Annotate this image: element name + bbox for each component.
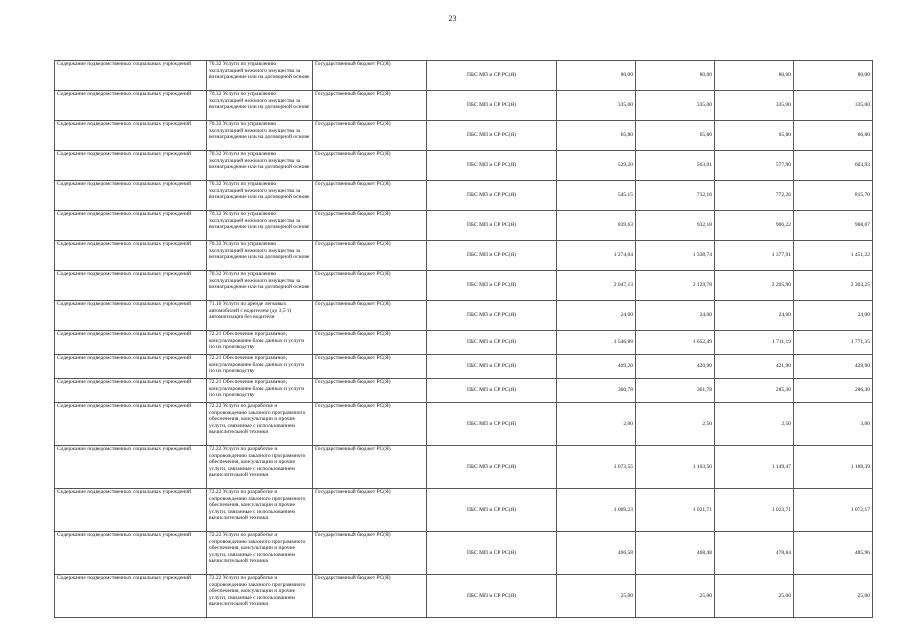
value-year-1-cell: 839,63 xyxy=(557,211,636,241)
value-year-4-cell: 24,00 xyxy=(794,301,873,331)
service-code-cell: 70.32 Услуги по управлению эксплуатацией нежилого имущества за вознаграждение или на договорной основе xyxy=(207,121,313,151)
budget-source-cell: Государственный бюджет РС(Я) xyxy=(313,446,427,489)
service-code-cell: 70.32 Услуги по управлению эксплуатацией нежилого имущества за вознаграждение или на договорной основе xyxy=(207,181,313,211)
value-year-3-cell: 335,00 xyxy=(715,91,794,121)
recipient-cell: ПБС МП и СР РС(Я) xyxy=(427,379,557,403)
recipient-cell: ПБС МП и СР РС(Я) xyxy=(427,489,557,532)
value-year-4-cell: 80,00 xyxy=(794,61,873,91)
recipient-cell: ПБС МП и СР РС(Я) xyxy=(427,301,557,331)
table-row xyxy=(55,241,873,271)
value-year-2-cell: 335,00 xyxy=(636,91,715,121)
institution-cell: Содержание подведомственных социальных учреждений xyxy=(55,151,207,181)
value-year-1-cell: 1 073,55 xyxy=(557,446,636,489)
table-row xyxy=(55,91,873,121)
value-year-1-cell: 529,20 xyxy=(557,151,636,181)
value-year-3-cell: 1 377,91 xyxy=(715,241,794,271)
recipient-cell: ПБС МП и СР РС(Я) xyxy=(427,446,557,489)
table-row xyxy=(55,575,873,618)
value-year-1-cell: 65,80 xyxy=(557,121,636,151)
value-year-4-cell: 2 303,25 xyxy=(794,271,873,301)
service-code-cell: 70.32 Услуги по управлению эксплуатацией нежилого имущества за вознаграждение или на договорной основе xyxy=(207,241,313,271)
institution-cell: Содержание подведомственных социальных учреждений xyxy=(55,301,207,331)
value-year-1-cell: 2,00 xyxy=(557,403,636,446)
table-row xyxy=(55,151,873,181)
value-year-1-cell: 409,20 xyxy=(557,355,636,379)
value-year-3-cell: 65,80 xyxy=(715,121,794,151)
recipient-cell: ПБС МП и СР РС(Я) xyxy=(427,91,557,121)
budget-source-cell: Государственный бюджет РС(Я) xyxy=(313,575,427,618)
budget-source-cell: Государственный бюджет РС(Я) xyxy=(313,379,427,403)
service-code-cell: 70.32 Услуги по управлению эксплуатацией нежилого имущества за вознаграждение или на договорной основе xyxy=(207,271,313,301)
service-code-cell: 70.32 Услуги по управлению эксплуатацией нежилого имущества за вознаграждение или на договорной основе xyxy=(207,91,313,121)
institution-cell: Содержание подведомственных социальных учреждений xyxy=(55,211,207,241)
value-year-4-cell: 286,30 xyxy=(794,379,873,403)
value-year-1-cell: 80,00 xyxy=(557,61,636,91)
value-year-3-cell: 772,26 xyxy=(715,181,794,211)
service-code-cell: 72.22 Услуги по разработке и сопровождению заказного программного обеспечения, консультации и прочие услуги, связанные с использованием вычислительной техники xyxy=(207,575,313,618)
recipient-cell: ПБС МП и СР РС(Я) xyxy=(427,121,557,151)
budget-source-cell: Государственный бюджет РС(Я) xyxy=(313,403,427,446)
value-year-3-cell: 1 711,19 xyxy=(715,331,794,355)
value-year-2-cell: 80,00 xyxy=(636,61,715,91)
service-code-cell: 72.22 Услуги по разработке и сопровождению заказного программного обеспечения, консультации и прочие услуги, связанные с использованием вычислительной техники xyxy=(207,532,313,575)
service-code-cell: 70.32 Услуги по управлению эксплуатацией нежилого имущества за вознаграждение или на договорной основе xyxy=(207,151,313,181)
value-year-4-cell: 25,00 xyxy=(794,575,873,618)
value-year-2-cell: 2,50 xyxy=(636,403,715,446)
table-row xyxy=(55,211,873,241)
value-year-2-cell: 2 129,78 xyxy=(636,271,715,301)
value-year-2-cell: 1 338,74 xyxy=(636,241,715,271)
value-year-3-cell: 421,90 xyxy=(715,355,794,379)
table-row xyxy=(55,181,873,211)
service-code-cell: 71.10 Услуги по аренде легковых автомобилей с водителем (до 3,5 т) автоматизация без водителя xyxy=(207,301,313,331)
value-year-3-cell: 478,84 xyxy=(715,532,794,575)
value-year-2-cell: 1 103,50 xyxy=(636,446,715,489)
value-year-4-cell: 603,93 xyxy=(794,151,873,181)
institution-cell: Содержание подведомственных социальных учреждений xyxy=(55,403,207,446)
table-row xyxy=(55,446,873,489)
value-year-4-cell: 815,70 xyxy=(794,181,873,211)
value-year-3-cell: 906,22 xyxy=(715,211,794,241)
service-code-cell: 72.21 Обеспечение программное, консультирование базы данных и услуги по их производству xyxy=(207,379,313,403)
value-year-3-cell: 2 205,90 xyxy=(715,271,794,301)
budget-source-cell: Государственный бюджет РС(Я) xyxy=(313,181,427,211)
value-year-2-cell: 468,48 xyxy=(636,532,715,575)
service-code-cell: 72.22 Услуги по разработке и сопровождению заказного программного обеспечения, консультации и прочие услуги, связанные с использованием вычислительной техники xyxy=(207,489,313,532)
table-row xyxy=(55,355,873,379)
value-year-1-cell: 335,00 xyxy=(557,91,636,121)
value-year-4-cell: 1 188,39 xyxy=(794,446,873,489)
value-year-1-cell: 2 047,13 xyxy=(557,271,636,301)
value-year-3-cell: 24,00 xyxy=(715,301,794,331)
value-year-4-cell: 335,00 xyxy=(794,91,873,121)
budget-source-cell: Государственный бюджет РС(Я) xyxy=(313,331,427,355)
institution-cell: Содержание подведомственных социальных учреждений xyxy=(55,355,207,379)
recipient-cell: ПБС МП и СР РС(Я) xyxy=(427,61,557,91)
value-year-2-cell: 65,80 xyxy=(636,121,715,151)
value-year-3-cell: 1 023,71 xyxy=(715,489,794,532)
value-year-2-cell: 1 652,49 xyxy=(636,331,715,355)
value-year-1-cell: 25,00 xyxy=(557,575,636,618)
budget-source-cell: Государственный бюджет РС(Я) xyxy=(313,211,427,241)
service-code-cell: 72.22 Услуги по разработке и сопровождению заказного программного обеспечения, консультации и прочие услуги, связанные с использованием вычислительной техники xyxy=(207,446,313,489)
value-year-1-cell: 1 546,88 xyxy=(557,331,636,355)
recipient-cell: ПБС МП и СР РС(Я) xyxy=(427,355,557,379)
institution-cell: Содержание подведомственных социальных учреждений xyxy=(55,271,207,301)
institution-cell: Содержание подведомственных социальных учреждений xyxy=(55,446,207,489)
service-code-cell: 72.21 Обеспечение программное, консультирование базы данных и услуги по их производству xyxy=(207,355,313,379)
value-year-3-cell: 80,00 xyxy=(715,61,794,91)
budget-source-cell: Государственный бюджет РС(Я) xyxy=(313,91,427,121)
value-year-4-cell: 485,96 xyxy=(794,532,873,575)
table-row xyxy=(55,301,873,331)
recipient-cell: ПБС МП и СР РС(Я) xyxy=(427,403,557,446)
value-year-2-cell: 361,78 xyxy=(636,379,715,403)
budget-source-cell: Государственный бюджет РС(Я) xyxy=(313,151,427,181)
value-year-1-cell: 406,58 xyxy=(557,532,636,575)
institution-cell: Содержание подведомственных социальных учреждений xyxy=(55,121,207,151)
institution-cell: Содержание подведомственных социальных учреждений xyxy=(55,489,207,532)
value-year-3-cell: 1 149,47 xyxy=(715,446,794,489)
value-year-2-cell: 25,00 xyxy=(636,575,715,618)
institution-cell: Содержание подведомственных социальных учреждений xyxy=(55,575,207,618)
value-year-4-cell: 968,07 xyxy=(794,211,873,241)
recipient-cell: ПБС МП и СР РС(Я) xyxy=(427,151,557,181)
value-year-3-cell: 285,30 xyxy=(715,379,794,403)
institution-cell: Содержание подведомственных социальных учреждений xyxy=(55,331,207,355)
budget-source-cell: Государственный бюджет РС(Я) xyxy=(313,355,427,379)
budget-source-cell: Государственный бюджет РС(Я) xyxy=(313,241,427,271)
value-year-2-cell: 24,00 xyxy=(636,301,715,331)
service-code-cell: 72.21 Обеспечение программное, консультирование базы данных и услуги по их производству xyxy=(207,331,313,355)
service-code-cell: 70.32 Услуги по управлению эксплуатацией нежилого имущества за вознаграждение или на договорной основе xyxy=(207,211,313,241)
institution-cell: Содержание подведомственных социальных учреждений xyxy=(55,241,207,271)
value-year-4-cell: 1 771,35 xyxy=(794,331,873,355)
budget-source-cell: Государственный бюджет РС(Я) xyxy=(313,61,427,91)
value-year-4-cell: 428,90 xyxy=(794,355,873,379)
value-year-3-cell: 25,00 xyxy=(715,575,794,618)
value-year-1-cell: 545,15 xyxy=(557,181,636,211)
value-year-4-cell: 3,00 xyxy=(794,403,873,446)
recipient-cell: ПБС МП и СР РС(Я) xyxy=(427,181,557,211)
table-row xyxy=(55,331,873,355)
recipient-cell: ПБС МП и СР РС(Я) xyxy=(427,331,557,355)
value-year-4-cell: 1 451,22 xyxy=(794,241,873,271)
recipient-cell: ПБС МП и СР РС(Я) xyxy=(427,211,557,241)
table-body xyxy=(55,61,873,618)
value-year-1-cell: 1 009,23 xyxy=(557,489,636,532)
value-year-1-cell: 24,00 xyxy=(557,301,636,331)
table-row xyxy=(55,271,873,301)
value-year-2-cell: 732,16 xyxy=(636,181,715,211)
service-code-cell: 70.32 Услуги по управлению эксплуатацией нежилого имущества за вознаграждение или на договорной основе xyxy=(207,61,313,91)
recipient-cell: ПБС МП и СР РС(Я) xyxy=(427,271,557,301)
recipient-cell: ПБС МП и СР РС(Я) xyxy=(427,532,557,575)
institution-cell: Содержание подведомственных социальных учреждений xyxy=(55,91,207,121)
page-number: 23 xyxy=(448,14,457,23)
recipient-cell: ПБС МП и СР РС(Я) xyxy=(427,241,557,271)
budget-source-cell: Государственный бюджет РС(Я) xyxy=(313,489,427,532)
service-code-cell: 72.22 Услуги по разработке и сопровождению заказного программного обеспечения, консультации и прочие услуги, связанные с использованием вычислительной техники xyxy=(207,403,313,446)
institution-cell: Содержание подведомственных социальных учреждений xyxy=(55,532,207,575)
value-year-3-cell: 2,50 xyxy=(715,403,794,446)
value-year-1-cell: 1 274,04 xyxy=(557,241,636,271)
value-year-4-cell: 66,80 xyxy=(794,121,873,151)
institution-cell: Содержание подведомственных социальных учреждений xyxy=(55,61,207,91)
table-row xyxy=(55,61,873,91)
budget-table xyxy=(54,60,873,618)
value-year-2-cell: 420,90 xyxy=(636,355,715,379)
budget-source-cell: Государственный бюджет РС(Я) xyxy=(313,301,427,331)
value-year-3-cell: 577,90 xyxy=(715,151,794,181)
table-row xyxy=(55,403,873,446)
table-row xyxy=(55,121,873,151)
value-year-1-cell: 360,78 xyxy=(557,379,636,403)
table-row xyxy=(55,532,873,575)
table-row xyxy=(55,379,873,403)
institution-cell: Содержание подведомственных социальных учреждений xyxy=(55,181,207,211)
institution-cell: Содержание подведомственных социальных учреждений xyxy=(55,379,207,403)
budget-source-cell: Государственный бюджет РС(Я) xyxy=(313,532,427,575)
value-year-4-cell: 1 072,17 xyxy=(794,489,873,532)
value-year-2-cell: 1 021,71 xyxy=(636,489,715,532)
budget-source-cell: Государственный бюджет РС(Я) xyxy=(313,271,427,301)
value-year-2-cell: 563,01 xyxy=(636,151,715,181)
recipient-cell: ПБС МП и СР РС(Я) xyxy=(427,575,557,618)
budget-source-cell: Государственный бюджет РС(Я) xyxy=(313,121,427,151)
table-row xyxy=(55,489,873,532)
value-year-2-cell: 932,18 xyxy=(636,211,715,241)
